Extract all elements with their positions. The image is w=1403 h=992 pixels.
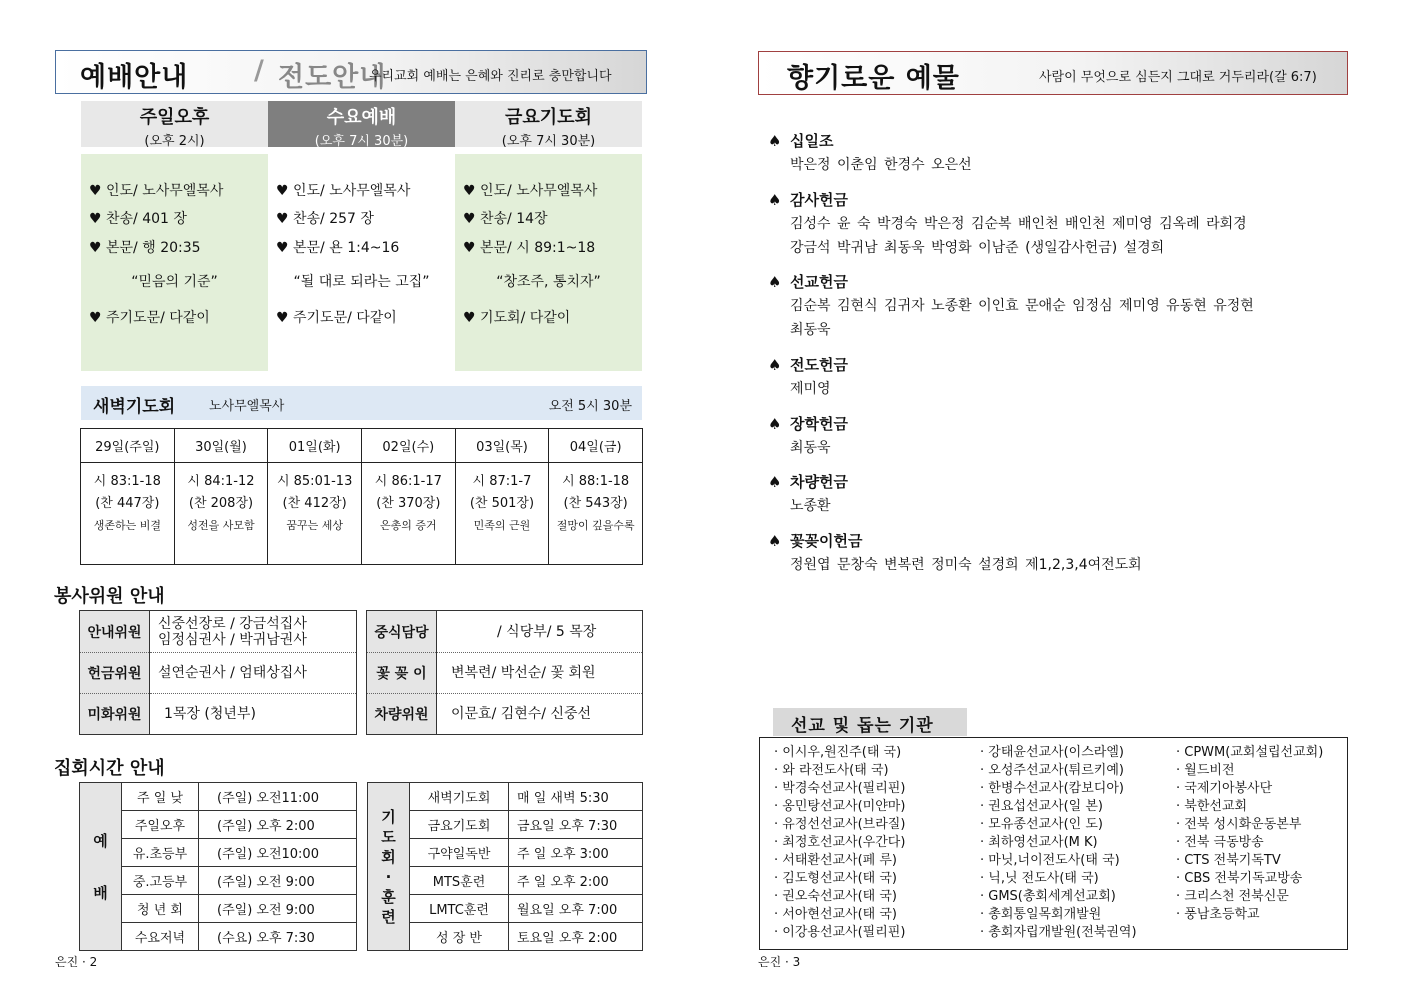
worship-info-header bbox=[55, 50, 647, 94]
committee-table-right bbox=[366, 610, 643, 735]
offering-names: 박은정 이춘임 한경수 오은선 bbox=[790, 157, 972, 173]
org-item: · 풍남초등학교 bbox=[1176, 907, 1260, 922]
dawn-prayer-leader: 노사무엘목사 bbox=[209, 399, 285, 414]
dawn-hymn: (찬 543장) bbox=[563, 496, 628, 511]
meeting-time: 금요일 오후 7:30 bbox=[509, 811, 643, 839]
dawn-detail bbox=[455, 463, 549, 565]
dawn-detail bbox=[81, 463, 175, 565]
spade-bullet-icon: ♠ bbox=[768, 132, 782, 150]
org-item: · 박경숙선교사(필리핀) bbox=[774, 781, 906, 796]
dawn-prayer-title: 새벽기도회 bbox=[93, 397, 176, 417]
mission-orgs-title: 선교 및 돕는 기관 bbox=[791, 716, 934, 736]
meeting-time: (수요) 오후 7:30 bbox=[199, 923, 357, 951]
dawn-prayer-bar bbox=[81, 386, 642, 420]
offering-names: 정원엽 문창숙 변복련 정미숙 설경희 제1,2,3,4여전도회 bbox=[790, 557, 1142, 573]
service-header-wednesday bbox=[268, 101, 455, 147]
org-item: · 한병수선교사(캄보디아) bbox=[980, 781, 1124, 796]
spade-bullet-icon: ♠ bbox=[768, 532, 782, 550]
offering-title: 선교헌금 bbox=[790, 273, 848, 291]
dawn-detail bbox=[174, 463, 268, 565]
dawn-theme: 은총의 증거 bbox=[379, 519, 437, 532]
service-line: ♥ 주기도문/ 다같이 bbox=[89, 310, 210, 326]
dawn-day: 30일(월) bbox=[174, 429, 268, 463]
meeting-name: 중.고등부 bbox=[122, 867, 199, 895]
org-item: · 권요섭선교사(일 본) bbox=[980, 799, 1104, 814]
service-line: ♥ 본문/ 시 89:1~18 bbox=[463, 240, 596, 256]
sermon-title: “믿음의 기준” bbox=[131, 274, 218, 290]
offerings-header bbox=[758, 51, 1348, 95]
meeting-name: 수요저녁 bbox=[122, 923, 199, 951]
service-line: ♥ 본문/ 욘 1:4~16 bbox=[276, 240, 400, 256]
dawn-text: 시 84:1-12 bbox=[187, 474, 255, 489]
dawn-theme: 절망이 깊을수록 bbox=[556, 519, 635, 532]
header-subtitle: 우리교회 예배는 은혜와 진리로 충만합니다 bbox=[369, 69, 612, 84]
meeting-table-worship bbox=[79, 782, 357, 951]
meeting-name: MTS훈련 bbox=[410, 867, 509, 895]
org-item: · CTS 전북기독TV bbox=[1176, 853, 1281, 868]
offering-title: 꽃꽂이헌금 bbox=[790, 532, 863, 550]
service-line: ♥ 찬송/ 401 장 bbox=[89, 211, 187, 227]
dawn-detail bbox=[268, 463, 362, 565]
dawn-text: 시 85:01-13 bbox=[276, 474, 353, 489]
worship-title: 예배안내 bbox=[80, 62, 189, 93]
service-body-wednesday bbox=[268, 154, 455, 371]
org-item: · 오성주선교사(튀르키예) bbox=[980, 763, 1124, 778]
dawn-hymn: (찬 370장) bbox=[376, 496, 441, 511]
orgs-column-3 bbox=[1176, 744, 1323, 924]
offering-vehicle bbox=[768, 471, 1348, 518]
service-line: ♥ 기도회/ 다같이 bbox=[463, 310, 571, 326]
service-time: (오후 7시 30분) bbox=[501, 134, 596, 149]
org-item: · 전북 성시화운동본부 bbox=[1176, 817, 1302, 832]
meeting-name: 청 년 회 bbox=[122, 895, 199, 923]
offering-title: 장학헌금 bbox=[790, 415, 848, 433]
spade-bullet-icon: ♠ bbox=[768, 191, 782, 209]
org-item: · 최정호선교사(우간다) bbox=[774, 835, 906, 850]
meeting-times-title: 집회시간 안내 bbox=[54, 758, 165, 779]
offering-scholarship bbox=[768, 413, 1348, 460]
org-item: · 서아현선교사(태 국) bbox=[774, 907, 898, 922]
spade-bullet-icon: ♠ bbox=[768, 273, 782, 291]
dawn-day: 03일(목) bbox=[455, 429, 549, 463]
meeting-time: 주 일 오후 2:00 bbox=[509, 867, 643, 895]
dawn-text: 시 83:1-18 bbox=[93, 474, 161, 489]
evangelism-title: 전도안내 bbox=[278, 62, 387, 93]
org-item: · 강태윤선교사(이스라엘) bbox=[980, 745, 1124, 760]
committee-value-line: 임정심권사 / 박귀남권사 bbox=[158, 631, 307, 648]
org-item: · GMS(총회세계선교회) bbox=[980, 889, 1116, 904]
dawn-hymn: (찬 501장) bbox=[469, 496, 535, 511]
org-item: · 유정선선교사(브라질) bbox=[774, 817, 906, 832]
org-item: · 이강용선교사(필리핀) bbox=[774, 925, 906, 940]
offering-tithe bbox=[768, 130, 1348, 177]
committee-value: 1목장 (청년부) bbox=[150, 694, 357, 735]
meeting-time: (주일) 오전 9:00 bbox=[199, 867, 357, 895]
org-item: · CBS 전북기독교방송 bbox=[1176, 871, 1303, 886]
committee-value: 이문효/ 김현수/ 신중선 bbox=[437, 694, 643, 735]
org-item: · 월드비전 bbox=[1176, 763, 1235, 778]
header-slash: / bbox=[254, 55, 264, 86]
org-item: · 와 라전도사(태 국) bbox=[774, 763, 889, 778]
spade-bullet-icon: ♠ bbox=[768, 473, 782, 491]
service-line: ♥ 찬송/ 14장 bbox=[463, 211, 548, 227]
meeting-time: 월요일 오후 7:00 bbox=[509, 895, 643, 923]
committee-value: / 식당부/ 5 목장 bbox=[437, 611, 643, 653]
dawn-day: 04일(금) bbox=[549, 429, 643, 463]
org-item: · 김도형선교사(태 국) bbox=[774, 871, 898, 886]
committee-value-line: 신중선장로 / 강금석집사 bbox=[158, 615, 307, 632]
meeting-group-label: 기 도 회 · 훈 련 bbox=[368, 783, 410, 951]
sermon-title: “창조주, 통치자” bbox=[496, 274, 601, 290]
dawn-theme: 생존하는 비결 bbox=[93, 519, 161, 532]
committee-label: 꽃 꽂 이 bbox=[367, 653, 437, 694]
offering-title: 감사헌금 bbox=[790, 191, 848, 209]
dawn-hymn: (찬 412장) bbox=[282, 496, 347, 511]
service-line: ♥ 인도/ 노사무엘목사 bbox=[89, 183, 224, 199]
org-item: · 서태환선교사(페 루) bbox=[774, 853, 898, 868]
dawn-prayer-time: 오전 5시 30분 bbox=[548, 399, 632, 414]
offering-names-line: 김성수 윤 숙 박경숙 박은정 김순복 배인천 배인천 제미영 김옥례 라회경 bbox=[790, 216, 1247, 232]
org-item: · 전북 극동방송 bbox=[1176, 835, 1264, 850]
offering-names bbox=[768, 294, 1348, 342]
offering-mission bbox=[768, 271, 1348, 342]
dawn-text: 시 87:1-7 bbox=[472, 474, 532, 489]
committee-label: 안내위원 bbox=[80, 611, 150, 653]
meeting-time: 주 일 오후 3:00 bbox=[509, 839, 643, 867]
committee-value: 변복련/ 박선순/ 꽃 회원 bbox=[437, 653, 643, 694]
offering-names: 최동욱 bbox=[790, 440, 831, 456]
committee-label: 헌금위원 bbox=[80, 653, 150, 694]
org-item: · 옹민탕선교사(미얀마) bbox=[774, 799, 906, 814]
service-name: 수요예배 bbox=[326, 107, 397, 128]
service-body-sunday bbox=[81, 154, 268, 371]
meeting-name: 구약일독반 bbox=[410, 839, 509, 867]
offering-names: 제미영 bbox=[790, 381, 831, 397]
meeting-name: 주일오후 bbox=[122, 811, 199, 839]
service-name: 주일오후 bbox=[139, 107, 210, 128]
service-name: 금요기도회 bbox=[505, 107, 592, 128]
service-line: ♥ 주기도문/ 다같이 bbox=[276, 310, 397, 326]
meeting-name: 새벽기도회 bbox=[410, 783, 509, 811]
meeting-name: 성 장 반 bbox=[410, 923, 509, 951]
page-number-right: 은진 · 3 bbox=[758, 955, 801, 969]
service-header-friday bbox=[455, 101, 642, 147]
org-item: · 북한선교회 bbox=[1176, 799, 1248, 814]
meeting-group-label: 예 배 bbox=[80, 783, 122, 951]
offering-evangelism bbox=[768, 354, 1348, 401]
committee-table-left bbox=[79, 610, 357, 735]
dawn-detail bbox=[549, 463, 643, 565]
org-item: · 크리스천 전북신문 bbox=[1176, 889, 1289, 904]
committee-value bbox=[150, 611, 357, 653]
dawn-hymn: (찬 208장) bbox=[188, 496, 254, 511]
dawn-text: 시 86:1-17 bbox=[374, 474, 442, 489]
offering-names-line: 김순복 김현식 김귀자 노종환 이인효 문애순 임정심 제미영 유동현 유정현 bbox=[790, 298, 1254, 314]
meeting-name: 금요기도회 bbox=[410, 811, 509, 839]
service-line: ♥ 인도/ 노사무엘목사 bbox=[276, 183, 411, 199]
service-time: (오후 2시) bbox=[144, 134, 205, 149]
committee-label: 차량위원 bbox=[367, 694, 437, 735]
service-header-sunday bbox=[81, 101, 268, 147]
offerings-title: 향기로운 예물 bbox=[787, 63, 960, 94]
committee-label: 미화위원 bbox=[80, 694, 150, 735]
dawn-detail bbox=[361, 463, 455, 565]
meeting-time: (주일) 오전10:00 bbox=[199, 839, 357, 867]
offering-title: 차량헌금 bbox=[790, 473, 848, 491]
meeting-name: 주 일 낮 bbox=[122, 783, 199, 811]
service-committee-title: 봉사위원 안내 bbox=[54, 586, 165, 607]
offering-thanks bbox=[768, 189, 1348, 260]
dawn-theme: 민족의 근원 bbox=[473, 519, 531, 532]
org-item: · 마닛,너이전도사(태 국) bbox=[980, 853, 1120, 868]
page-number-left: 은진 · 2 bbox=[55, 955, 98, 969]
mission-orgs-box bbox=[759, 737, 1348, 950]
meeting-time: 매 일 새벽 5:30 bbox=[509, 783, 643, 811]
meeting-time: (주일) 오전 9:00 bbox=[199, 895, 357, 923]
org-item: · 권오숙선교사(태 국) bbox=[774, 889, 898, 904]
meeting-table-prayer-training bbox=[367, 782, 643, 951]
meeting-time: 토요일 오후 2:00 bbox=[509, 923, 643, 951]
mission-orgs-tab bbox=[773, 708, 967, 736]
offerings-subtitle: 사람이 무엇으로 심든지 그대로 거두리라(갈 6:7) bbox=[1039, 70, 1317, 85]
service-body-friday bbox=[455, 154, 642, 371]
meeting-name: 유.초등부 bbox=[122, 839, 199, 867]
offering-title: 전도헌금 bbox=[790, 356, 848, 374]
offering-names: 노종환 bbox=[790, 498, 831, 514]
dawn-day: 01일(화) bbox=[268, 429, 362, 463]
orgs-column-1 bbox=[774, 744, 905, 942]
dawn-theme: 성전을 사모함 bbox=[187, 519, 255, 532]
meeting-time: (주일) 오전11:00 bbox=[199, 783, 357, 811]
org-item: · 총회통일목회개발원 bbox=[980, 907, 1102, 922]
offering-title: 십일조 bbox=[790, 132, 834, 150]
dawn-hymn: (찬 447장) bbox=[95, 496, 160, 511]
org-item: · 국제기아봉사단 bbox=[1176, 781, 1273, 796]
meeting-time: (주일) 오후 2:00 bbox=[199, 811, 357, 839]
offering-names-line: 최동욱 bbox=[790, 322, 831, 338]
service-line: ♥ 본문/ 행 20:35 bbox=[89, 240, 201, 256]
offering-names-line: 강금석 박귀남 최동욱 박영화 이남준 (생일감사헌금) 설경희 bbox=[790, 240, 1165, 256]
dawn-prayer-schedule bbox=[80, 428, 643, 565]
orgs-column-2 bbox=[980, 744, 1137, 942]
dawn-theme: 꿈꾸는 세상 bbox=[286, 519, 343, 532]
meeting-name: LMTC훈련 bbox=[410, 895, 509, 923]
org-item: · CPWM(교회설립선교회) bbox=[1176, 745, 1324, 760]
org-item: · 닉,닛 전도사(태 국) bbox=[980, 871, 1099, 886]
spade-bullet-icon: ♠ bbox=[768, 415, 782, 433]
offering-names bbox=[768, 212, 1348, 260]
org-item: · 이시우,원진주(태 국) bbox=[774, 745, 902, 760]
sermon-title: “될 대로 되라는 고집” bbox=[293, 274, 430, 290]
service-line: ♥ 인도/ 노사무엘목사 bbox=[463, 183, 598, 199]
committee-value: 설연순권사 / 엄태상집사 bbox=[150, 653, 357, 694]
org-item: · 최하영선교사(M K) bbox=[980, 835, 1098, 850]
org-item: · 총회자립개발원(전북권역) bbox=[980, 925, 1137, 940]
dawn-text: 시 88:1-18 bbox=[562, 474, 630, 489]
org-item: · 모유종선교사(인 도) bbox=[980, 817, 1104, 832]
service-line: ♥ 찬송/ 257 장 bbox=[276, 211, 374, 227]
committee-label: 중식담당 bbox=[367, 611, 437, 653]
spade-bullet-icon: ♠ bbox=[768, 356, 782, 374]
service-time: (오후 7시 30분) bbox=[314, 134, 409, 149]
dawn-day: 02일(수) bbox=[361, 429, 455, 463]
offering-flowers bbox=[768, 530, 1348, 577]
dawn-day: 29일(주일) bbox=[81, 429, 175, 463]
